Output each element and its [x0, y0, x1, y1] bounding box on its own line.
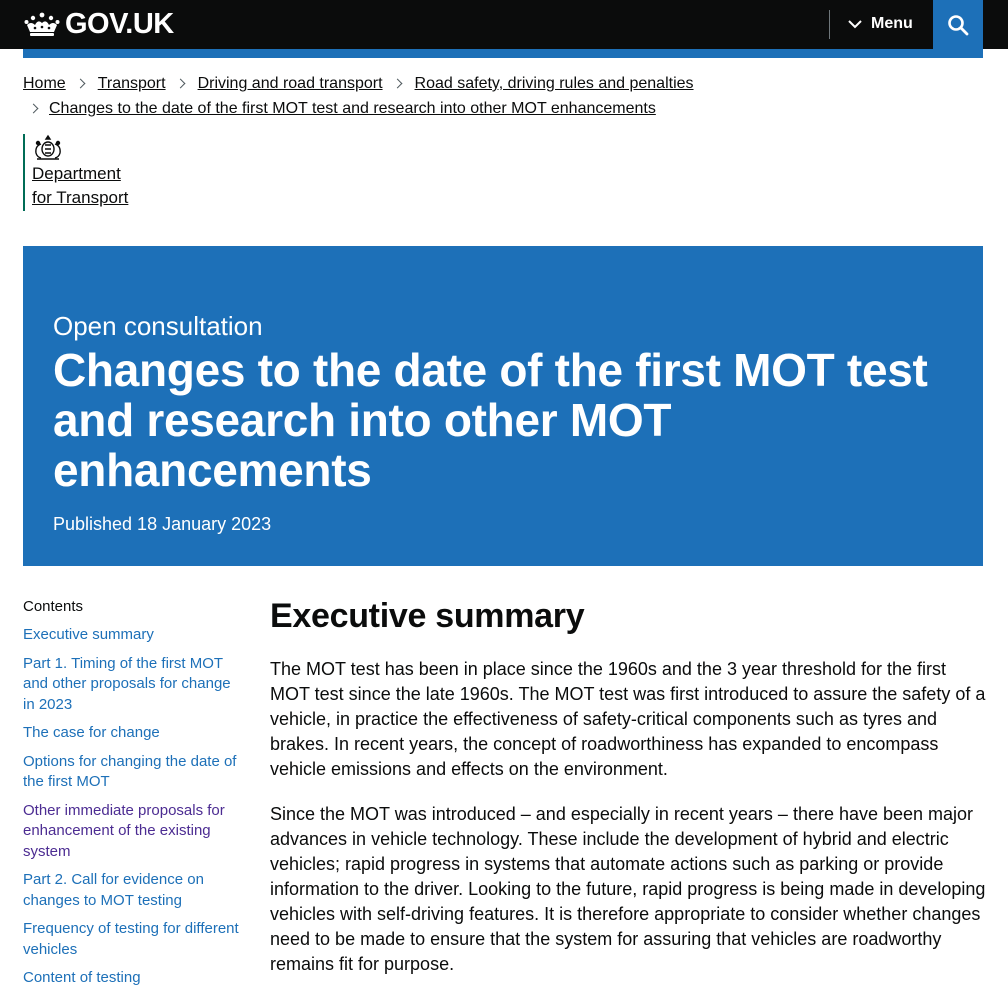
chevron-right-icon: [391, 74, 407, 94]
toc-item-case-for-change[interactable]: The case for change: [23, 724, 160, 741]
breadcrumb-road-safety[interactable]: Road safety, driving rules and penalties: [414, 75, 694, 92]
organisation-name-line2: for Transport: [32, 188, 129, 207]
menu-label: Menu: [871, 15, 913, 32]
body-paragraph: The MOT test has been in place since the 1960s and the 3 year threshold for the first MOT test since the late 1960s. The MOT test was first introduced to assure the safety of a vehicle, in practice the effectiveness of safety-critical components such as tyres and brakes. In recent years, the concept of roadworthiness has expanded to encompass vehicle emissions and effects on the environment.: [270, 659, 986, 779]
search-button[interactable]: [933, 0, 983, 49]
chevron-right-icon: [74, 74, 90, 94]
royal-crest-icon: [32, 134, 64, 162]
breadcrumb: [23, 74, 983, 119]
govuk-logo-link[interactable]: [23, 8, 174, 40]
breadcrumb-row: [23, 99, 983, 119]
published-date: Published 18 January 2023: [53, 514, 272, 534]
chevron-down-icon: [848, 19, 862, 29]
contents-heading: Contents: [23, 598, 84, 615]
breadcrumb-home[interactable]: Home: [23, 75, 66, 92]
body-paragraph: Since the MOT was introduced – and especially in recent years – there have been major advances in vehicle technology. These include the development of hybrid and electric vehicles; rapid progress in systems that automate actions such as parking or provide information to the driver. Looking to the future, rapid progress is being made in developing vehicles with self-driving features. It is therefore appropriate to consider whether changes need to be made to ensure that the system for assuring that vehicles are roadworthy remains fit for purpose.: [270, 804, 986, 974]
page-header-banner: [23, 246, 983, 566]
section-heading: Executive summary: [270, 597, 585, 635]
logo-text: GOV.UK: [65, 7, 174, 40]
toc-item-options-date-first-mot[interactable]: Options for changing the date of the first MOT: [23, 752, 237, 790]
site-header: [0, 0, 1008, 49]
header-blue-strip: [23, 49, 983, 58]
breadcrumb-transport[interactable]: Transport: [97, 75, 166, 92]
contents-list: [23, 597, 243, 997]
chevron-right-icon: [27, 99, 43, 119]
main-content: [270, 596, 986, 997]
document-type: Open consultation: [53, 311, 263, 341]
organisation-link[interactable]: [32, 162, 128, 210]
header-divider: [829, 10, 830, 39]
organisation-logo: [23, 134, 128, 211]
toc-item-part-2[interactable]: Part 2. Call for evidence on changes to MOT testing: [23, 871, 204, 909]
breadcrumb-row: [23, 74, 983, 94]
search-icon: [947, 14, 969, 36]
toc-item-executive-summary[interactable]: Executive summary: [23, 626, 154, 643]
organisation-name-line1: Department: [32, 164, 121, 183]
chevron-right-icon: [174, 74, 190, 94]
crown-icon: [23, 10, 61, 38]
menu-button[interactable]: [848, 12, 913, 36]
page-title: Changes to the date of the first MOT test and research into other MOT enhancements: [53, 344, 928, 496]
toc-item-other-immediate-proposals[interactable]: Other immediate proposals for enhancement of the existing system: [23, 801, 225, 860]
toc-item-part-1[interactable]: Part 1. Timing of the first MOT and other proposals for change in 2023: [23, 654, 231, 713]
breadcrumb-driving-road-transport[interactable]: Driving and road transport: [197, 75, 383, 92]
toc-item-frequency-of-testing[interactable]: Frequency of testing for different vehicles: [23, 920, 239, 958]
breadcrumb-current-page[interactable]: Changes to the date of the first MOT test and research into other MOT enhancements: [49, 100, 656, 117]
toc-item-content-of-testing[interactable]: Content of testing: [23, 969, 141, 986]
